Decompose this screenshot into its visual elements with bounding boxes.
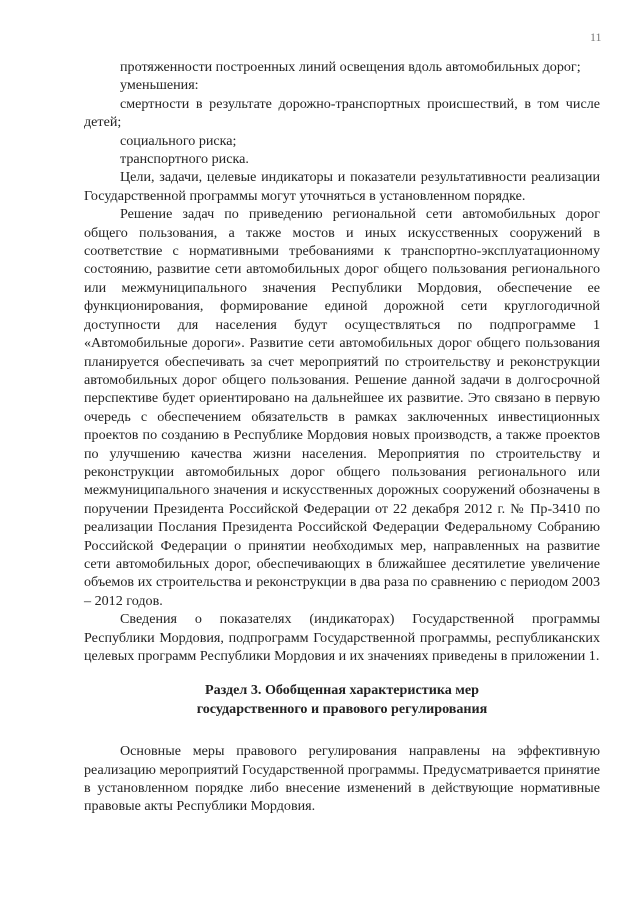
paragraph: уменьшения: — [120, 77, 199, 94]
paragraph: Сведения о показателях (индикаторах) Государственной программы Республики Мордовия, подпрограмм Государственной программы, республиканских целевых программ Республики Мордовия и их значениях приведены в приложении 1. — [84, 611, 600, 664]
paragraph: смертности в результате дорожно-транспортных происшествий, в том числе детей; — [84, 95, 600, 131]
section-heading — [84, 681, 600, 718]
paragraph: Решение задач по приведению региональной сети автомобильных дорог общего пользования, а также мостов и иных искусственных сооружений в соответствие с нормативными требованиями к транспортно-эксплуатационному состоянию, развитие сети автомобильных дорог общего пользования регионального или межмуниципального значения Республики Мордовия, обеспечение ее функционирования, формирование единой дорожной сети круглогодичной доступности для населения будут осуществляться по подпрограмме 1 «Автомобильные дороги». Развитие сети автомобильных дорог общего пользования планируется обеспечивать за счет мероприятий по строительству и реконструкции автомобильных дорог общего пользования. Решение данной задачи в долгосрочной перспективе будет ориентировано на дальнейшее их развитие. Это связано в первую очередь с обеспечением обязательств в рамках заключенных инвестиционных проектов по созданию в Республике Мордовия новых производств, а также проектов по улучшению качества жизни населения. Мероприятия по строительству и реконструкции автомобильных дорог общего пользования регионального или межмуниципального значения и искусственных дорожных сооружений обозначены в поручении Президента Российской Федерации от 22 декабря 2012 г. № Пр-3410 по реализации Послания Президента Российской Федерации Федеральному Собранию Российской Федерации о принятии необходимых мер, направленных на развитие сети автомобильных дорог, обеспечивающих в ближайшее десятилетие увеличение объемов их строительства и реконструкции в два раза по сравнению с периодом 2003 – 2012 годов. — [84, 206, 600, 609]
paragraph: Основные меры правового регулирования направлены на эффективную реализацию мероприятий Государственной программы. Предусматривается принятие в установленном порядке либо внесение изменений в действующие нормативные правовые акты Республики Мордовия. — [84, 743, 600, 815]
paragraph: Цели, задачи, целевые индикаторы и показатели результативности реализации Государственной программы могут уточняться в установленном порядке. — [84, 169, 600, 204]
paragraph: протяженности построенных линий освещения вдоль автомобильных дорог; — [120, 59, 581, 75]
section-heading-line-2: государственного и правового регулирования — [196, 700, 488, 717]
page-number: 11 — [590, 30, 602, 44]
section-heading-line-1: Раздел 3. Обобщенная характеристика мер — [204, 682, 479, 699]
paragraph: транспортного риска. — [120, 151, 249, 168]
document-body — [84, 58, 600, 816]
paragraph: социального риска; — [120, 132, 237, 149]
